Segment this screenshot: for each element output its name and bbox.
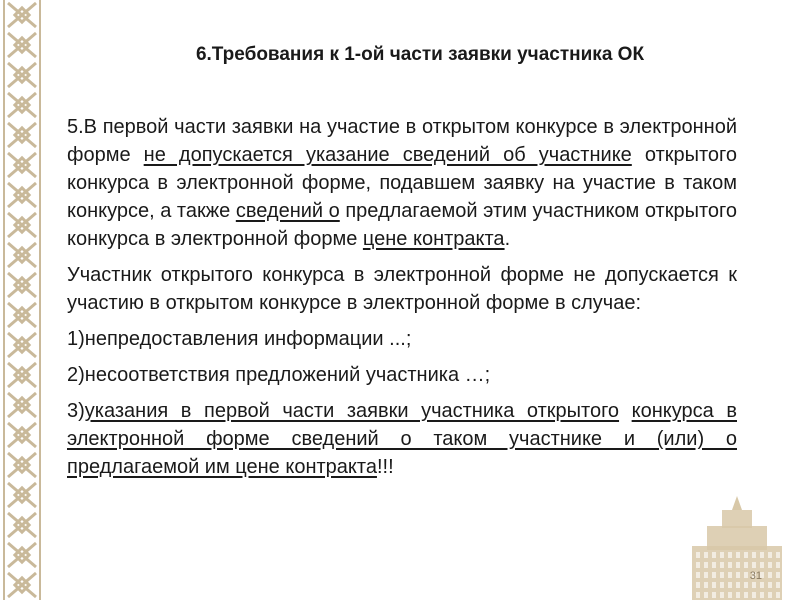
underlined-text: сведений о bbox=[235, 200, 340, 222]
text-segment: 2)несоответствия предложений участника …; bbox=[67, 364, 491, 386]
underlined-text: конкурса в электронной форме сведений о таком участнике и (или) о предлагаемой им цене контракта bbox=[67, 400, 737, 478]
building-icon bbox=[682, 496, 792, 600]
text-segment: открытого конкурса в электронной форме, подавшем заявку на участие в таком конкурсе, а также bbox=[67, 144, 738, 222]
slide-title: 6.Требования к 1-ой части заявки участника ОК bbox=[195, 44, 645, 65]
text-segment: . bbox=[504, 228, 511, 250]
text-segment: !!! bbox=[376, 456, 394, 478]
page-number: 31 bbox=[749, 570, 762, 582]
underlined-text: не допускается указание сведений об участнике bbox=[143, 144, 632, 166]
chain-pattern-icon bbox=[0, 0, 44, 600]
slide-body bbox=[67, 113, 737, 489]
underlined-text: цене контракта bbox=[362, 228, 505, 250]
paragraph bbox=[67, 113, 737, 253]
paragraph bbox=[67, 397, 737, 481]
text-segment: 3) bbox=[67, 400, 85, 422]
paragraph bbox=[67, 361, 737, 389]
text-segment: предлагаемой этим участником открытого конкурса в электронной форме bbox=[67, 200, 737, 250]
paragraph bbox=[67, 261, 737, 317]
paragraph bbox=[67, 325, 737, 353]
underlined-text: указания в первой части заявки участника открытого bbox=[84, 400, 620, 422]
text-segment: 1)непредоставления информации ...; bbox=[67, 328, 412, 350]
text-segment bbox=[619, 400, 632, 422]
text-segment: Участник открытого конкурса в электронной форме не допускается к участию в открытом конкурсе в электронной форме в случае: bbox=[67, 264, 737, 314]
text-segment: 5.В первой части заявки на участие в открытом конкурсе в электронной форме bbox=[67, 116, 737, 166]
decorative-border bbox=[0, 0, 44, 600]
